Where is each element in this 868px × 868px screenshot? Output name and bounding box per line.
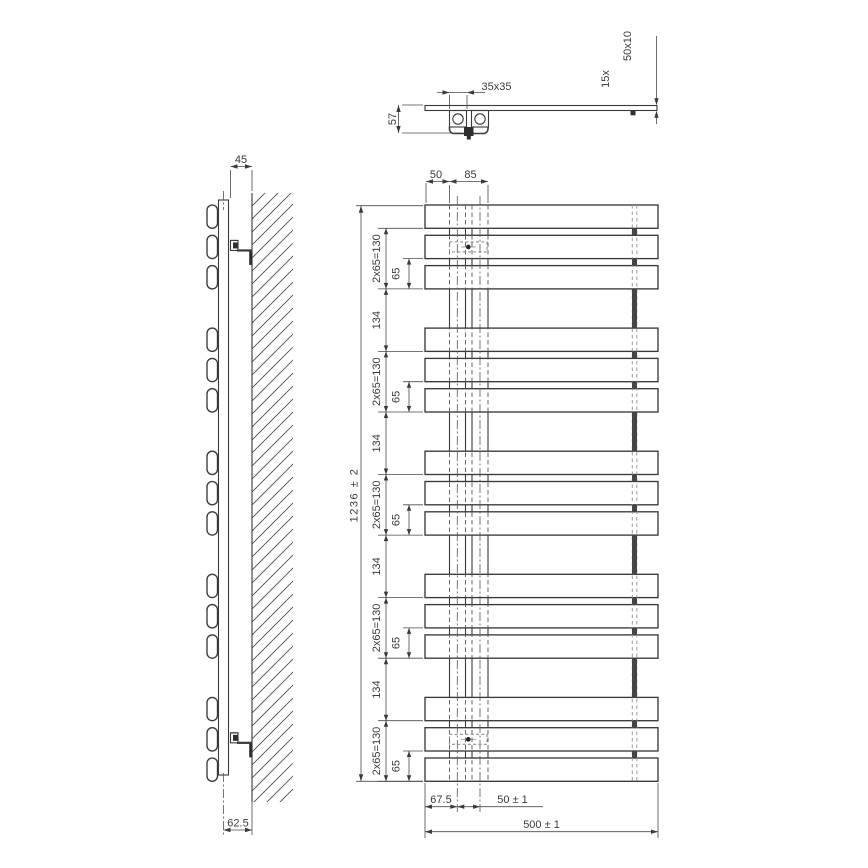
bracket-screw-dot — [466, 245, 471, 250]
wall-hatch-line — [252, 412, 293, 453]
wall-hatch-line — [252, 659, 293, 700]
dimension-label: 35x35 — [481, 81, 512, 93]
side-tube-profile — [207, 574, 218, 597]
side-tube-profile — [207, 758, 218, 781]
wall-hatch-line — [252, 698, 293, 739]
right-bracket-segment — [632, 505, 637, 512]
dimension-label: 50 — [429, 169, 443, 181]
dimension-label: 1236 ± 2 — [348, 467, 361, 523]
right-bracket-segment — [632, 475, 637, 482]
wall-hatch — [252, 152, 293, 843]
side-tube-profile — [207, 635, 218, 658]
wall-hatch-line — [252, 178, 293, 219]
side-wall-brackets — [231, 240, 253, 757]
radiator-flat-tube — [425, 389, 658, 412]
wall-hatch-line — [252, 386, 293, 427]
wall-hatch-line — [252, 711, 293, 752]
wall-hatch-line — [252, 581, 293, 622]
radiator-flat-tube — [425, 605, 658, 628]
dim-axis-wall-distance — [224, 802, 253, 835]
wall-hatch-line — [252, 620, 293, 661]
radiator-flat-tubes — [425, 205, 658, 781]
dimension-label: 2x65=130 — [371, 357, 383, 407]
dimension-label: 15x — [600, 70, 612, 88]
wall-hatch-line — [252, 724, 293, 765]
radiator-flat-tube — [425, 328, 658, 351]
wall-hatch-line — [252, 360, 293, 401]
wall-hatch-line — [252, 373, 293, 414]
bracket-screw-dot — [466, 737, 471, 742]
dimension-label: 134 — [371, 311, 383, 330]
right-bracket-segment — [632, 351, 637, 358]
right-bracket-segment — [632, 535, 637, 574]
radiator-flat-tube — [425, 574, 658, 597]
collector-panel-side — [219, 200, 229, 775]
wall-hatch-line — [252, 490, 293, 531]
dim-connection-size — [437, 81, 511, 109]
dimension-label: 65 — [390, 760, 403, 773]
dimension-label: 134 — [371, 680, 383, 699]
wall-hatch-line — [252, 776, 293, 817]
wall-hatch-line — [252, 256, 293, 297]
dimension-label: 45 — [234, 154, 248, 166]
dimension-label: 62.5 — [227, 817, 249, 830]
side-tube-profile — [207, 328, 218, 351]
right-bracket-segment — [632, 751, 637, 758]
wall-hatch-line — [252, 295, 293, 336]
wall-hatch-line — [252, 165, 293, 206]
radiator-flat-tube — [425, 728, 658, 751]
pipe-bore-left — [453, 114, 463, 124]
right-bracket-segment — [632, 628, 637, 635]
wall-hatch-line — [252, 568, 293, 609]
wall-hatch-line — [252, 477, 293, 518]
side-tube-profile — [207, 728, 218, 751]
wall-hatch-line — [252, 503, 293, 544]
radiator-flat-tube — [425, 512, 658, 535]
side-tube-profile — [207, 605, 218, 628]
side-tube-profile — [207, 266, 218, 289]
radiator-flat-tube — [425, 482, 658, 505]
wall-hatch-line — [252, 607, 293, 648]
bracket-block — [464, 127, 474, 136]
dimension-label: 57 — [387, 112, 399, 126]
right-bracket-segment — [632, 598, 637, 605]
radiator-flat-tube — [425, 266, 658, 289]
wall-hatch-line — [252, 191, 293, 232]
dimension-label: 65 — [390, 636, 403, 650]
dimension-label: 2x65=130 — [371, 603, 383, 653]
wall-hatch-line — [252, 763, 293, 804]
top-view — [387, 31, 659, 139]
right-bracket — [632, 205, 637, 781]
right-bracket-segment — [632, 721, 637, 728]
dimension-label: 134 — [371, 557, 383, 576]
wall-hatch-line — [252, 451, 293, 492]
side-tube-profile — [207, 482, 218, 505]
dimension-label: 67.5 — [430, 794, 452, 806]
wall-hatch-line — [252, 243, 293, 284]
wall-hatch-line — [252, 230, 293, 271]
dimension-label: 85 — [464, 169, 477, 181]
wall-hatch-line — [252, 737, 293, 778]
right-bracket-segment — [632, 228, 637, 235]
wall-hatch-line — [252, 542, 293, 583]
side-tube-profile — [207, 205, 218, 228]
dimension-label: 134 — [371, 434, 383, 453]
side-tube-profile — [207, 358, 218, 381]
radiator-flat-tube — [425, 758, 658, 781]
right-bracket-segment — [632, 289, 637, 328]
panel-top-outline — [425, 106, 657, 111]
dimension-label: 2x65=130 — [371, 726, 383, 776]
bracket-foot — [249, 744, 252, 758]
wall-hatch-line — [252, 646, 293, 687]
front-bracket-symbols — [450, 242, 488, 744]
right-bracket-pin — [631, 111, 636, 116]
radiator-flat-tube — [425, 235, 658, 258]
radiator-flat-tube — [425, 697, 658, 720]
side-tube-profile — [207, 512, 218, 535]
wall-hatch-line — [252, 217, 293, 258]
wall-hatch-line — [252, 594, 293, 635]
bracket-clamp-core — [233, 735, 238, 741]
radiator-flat-tube — [425, 635, 658, 658]
dimension-label: 65 — [390, 513, 403, 527]
dim-connections-bottom — [425, 783, 658, 838]
pipe-bore-right — [475, 114, 485, 124]
collector-pipes — [450, 205, 489, 781]
wall-hatch-line — [252, 308, 293, 349]
front-view — [349, 169, 659, 838]
side-tube-profile — [207, 697, 218, 720]
wall-hatch-line — [252, 633, 293, 674]
wall-hatch-line — [252, 438, 293, 479]
wall-hatch-line — [252, 425, 293, 466]
right-bracket-segment — [632, 658, 637, 697]
radiator-flat-tube — [425, 451, 658, 474]
dimension-label: 50 ± 1 — [497, 794, 528, 806]
dimension-label: 2x65=130 — [371, 234, 383, 283]
wall-hatch-line — [252, 347, 293, 388]
side-tube-profile — [207, 451, 218, 474]
wall-hatch-line — [252, 152, 293, 193]
radiator-flat-tube — [425, 205, 658, 228]
right-bracket-segment — [632, 382, 637, 389]
wall-hatch-line — [252, 555, 293, 596]
side-tube-profile — [207, 235, 218, 258]
bracket-stem — [467, 136, 471, 140]
right-bracket-segment — [632, 412, 637, 451]
right-bracket-segment — [632, 259, 637, 266]
wall-hatch-line — [252, 399, 293, 440]
dimension-label: 65 — [390, 267, 403, 280]
dimension-label: 500 ± 1 — [523, 819, 560, 831]
side-tube-profile — [207, 389, 218, 412]
wall-hatch-line — [252, 672, 293, 713]
wall-hatch-line — [252, 464, 293, 505]
bracket-foot — [249, 251, 252, 265]
wall-hatch-line — [252, 321, 293, 362]
wall-hatch-line — [252, 789, 293, 830]
dim-tube-pitch — [391, 259, 424, 782]
wall-hatch-line — [252, 685, 293, 726]
dimension-label: 2x65=130 — [371, 480, 383, 530]
bracket-clamp-core — [233, 242, 238, 248]
wall-hatch-line — [252, 516, 293, 557]
side-tube-profiles — [207, 205, 218, 781]
wall-hatch-line — [252, 802, 293, 843]
side-view — [207, 152, 293, 843]
wall-hatch-line — [252, 204, 293, 245]
dimension-label: 65 — [390, 390, 403, 403]
wall-hatch-line — [252, 750, 293, 791]
wall-hatch-line — [252, 334, 293, 375]
wall-hatch-line — [252, 269, 293, 310]
radiator-flat-tube — [425, 358, 658, 381]
dim-wall-distance — [231, 154, 253, 198]
wall-hatch-line — [252, 282, 293, 323]
dimension-label: 50x10 — [622, 31, 634, 61]
wall-hatch-line — [252, 529, 293, 570]
